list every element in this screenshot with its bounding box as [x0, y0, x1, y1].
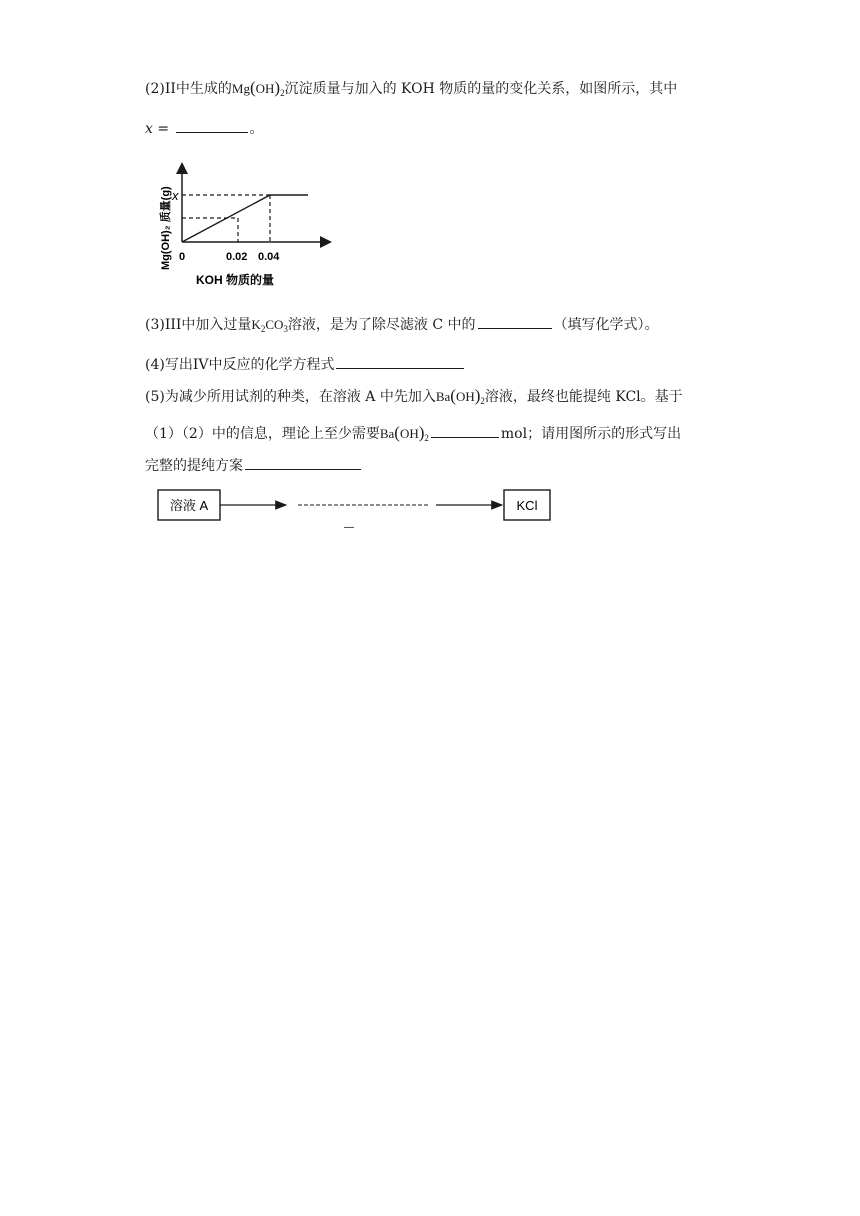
- question-3: (3)III中加入过量$K_2CO_3$溶液，是为了除尽滤液 C 中的 （填写化学式）。: [145, 314, 659, 339]
- purification-flow-diagram: [150, 484, 560, 534]
- x-axis-label: KOH 物质的量: [196, 273, 275, 287]
- flow-small-dash: —: [344, 522, 354, 533]
- question-2-line2: x = 。: [145, 118, 264, 139]
- q2-suffix: 沉淀质量与加入的 KOH 物质的量的变化关系，如图所示，其中: [284, 81, 678, 97]
- q2-prefix: (2)II中生成的: [145, 81, 232, 97]
- start-box-label: 溶液 A: [169, 498, 209, 513]
- k2co3-formula: $K_2CO_3$: [251, 317, 288, 334]
- x-tick-002: 0.02: [226, 251, 248, 263]
- end-box-label: KCl: [516, 498, 538, 513]
- q5-scheme-blank[interactable]: [245, 455, 361, 470]
- y-tick-x: x: [172, 188, 179, 203]
- question-4: (4)写出IV中反应的化学方程式: [145, 354, 466, 375]
- mg-oh2-formula: $Mg(OH)_2$: [231, 78, 285, 98]
- q2-answer-blank[interactable]: [176, 118, 248, 133]
- question-5-line1: (5)为减少所用试剂的种类，在溶液 A 中先加入$Ba(OH)_2$溶液，最终也能提纯 KCl。基于: [145, 386, 683, 406]
- q5-mol-blank[interactable]: [431, 423, 499, 438]
- series-line: [182, 195, 308, 242]
- x-tick-0: 0: [179, 251, 186, 263]
- question-5-line2: （1）（2）中的信息，理论上至少需要$Ba(OH)_2$ mol；请用图所示的形式写出: [145, 423, 682, 443]
- q3-answer-blank[interactable]: [478, 314, 552, 329]
- q4-answer-blank[interactable]: [336, 354, 464, 369]
- x-tick-004: 0.04: [258, 251, 280, 263]
- mgoh2-mass-chart: [150, 160, 340, 290]
- question-2-line1: [145, 78, 677, 103]
- q2-variable: x: [145, 121, 153, 137]
- baoh2-formula-2: $Ba(OH)_2$: [379, 423, 429, 443]
- baoh2-formula: $Ba(OH)_2$: [435, 386, 485, 406]
- question-5-line3: 完整的提纯方案: [145, 455, 363, 476]
- y-axis-label: Mg(OH)₂ 质量(g): [160, 186, 172, 270]
